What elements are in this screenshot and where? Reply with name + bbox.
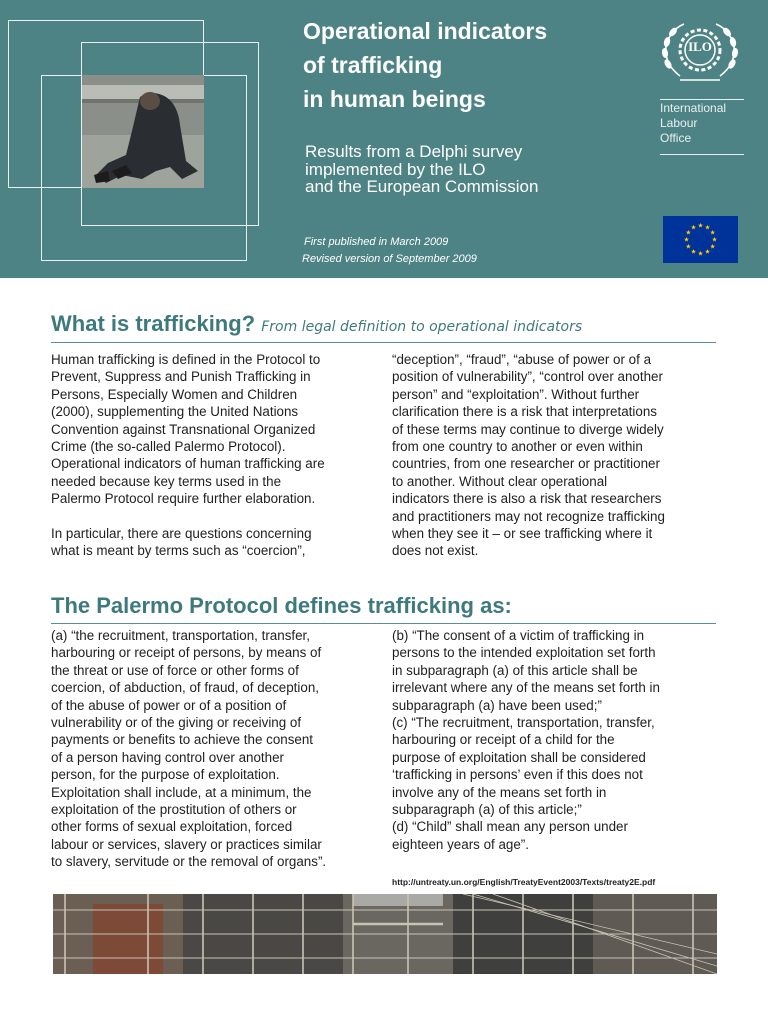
section-heading-palermo-protocol: The Palermo Protocol defines trafficking as: xyxy=(51,593,512,618)
text-line: (b) “The consent of a victim of trafficking in xyxy=(392,628,645,643)
subtitle-line: and the European Commission xyxy=(305,177,539,196)
text-line: persons to the intended exploitation set forth xyxy=(392,645,656,661)
text-line: Human trafficking is defined in the Protocol to xyxy=(51,352,321,367)
cover-photo-person-sitting xyxy=(82,75,204,188)
eu-star-icon xyxy=(705,225,710,230)
title-line: of trafficking xyxy=(303,52,443,78)
text-line: “deception”, “fraud”, “abuse of power or of a xyxy=(392,352,652,367)
organization-name xyxy=(660,101,726,146)
eu-star-icon xyxy=(686,230,691,235)
divider xyxy=(51,342,716,343)
text-line: exploitation of the prostitution of others or xyxy=(51,802,297,818)
text-line: involve any of the means set forth in xyxy=(392,784,607,800)
eu-star-icon xyxy=(698,223,703,228)
text-line: ‘trafficking in persons’ even if this does not xyxy=(392,767,643,783)
text-line: in subparagraph (a) of this article shall be xyxy=(392,662,638,678)
eu-star-icon xyxy=(710,230,715,235)
text-line: of a person having control over another xyxy=(51,749,284,765)
ilo-logo-text: ILO xyxy=(688,39,712,54)
eu-star-icon xyxy=(712,237,717,242)
section1-column-left xyxy=(51,351,325,560)
text-line: what is meant by terms such as “coercion”, xyxy=(51,543,306,559)
text-line: needed because key terms used in the xyxy=(51,473,282,489)
text-line: purpose of exploitation shall be considered xyxy=(392,749,646,765)
subtitle-line: implemented by the ILO xyxy=(305,159,486,179)
subtitle-line: Results from a Delphi survey xyxy=(305,142,523,161)
text-line: Operational indicators of human trafficking are xyxy=(51,456,325,472)
text-line: vulnerability or of the giving or receiving of xyxy=(51,715,302,731)
heading-subtitle: From legal definition to operational indicators xyxy=(261,319,583,335)
text-line: Palermo Protocol require further elaboration. xyxy=(51,491,316,507)
section2-column-right xyxy=(392,627,660,853)
text-line: to slavery, servitude or the removal of organs”. xyxy=(51,854,327,870)
title-line: in human beings xyxy=(303,86,486,112)
text-line: Exploitation shall include, at a minimum, the xyxy=(51,784,312,800)
text-line: person” and “exploitation”. Without further xyxy=(392,386,640,402)
eu-flag-icon xyxy=(663,216,738,263)
text-line: In particular, there are questions concerning xyxy=(51,526,312,542)
divider xyxy=(660,99,744,100)
text-line: harbouring or receipt of persons, by means of xyxy=(51,645,322,661)
section2-column-left xyxy=(51,627,326,871)
text-line: (c) “The recruitment, transportation, transfer, xyxy=(392,715,655,731)
eu-star-icon xyxy=(686,244,691,249)
header-band xyxy=(0,0,768,278)
text-line: other forms of sexual exploitation, forced xyxy=(51,819,293,835)
text-line: of the abuse of power or of a position of xyxy=(51,697,287,713)
text-line: eighteen years of age”. xyxy=(392,836,529,852)
eu-star-icon xyxy=(691,249,696,254)
eu-star-icon xyxy=(698,251,703,256)
eu-star-icon xyxy=(691,225,696,230)
text-line: when they see it – or see trafficking where it xyxy=(392,526,653,542)
text-line: from one country to another or even within xyxy=(392,439,643,455)
text-line: Prevent, Suppress and Punish Trafficking in xyxy=(51,369,311,385)
eu-star-icon xyxy=(710,244,715,249)
title-line: Operational indicators xyxy=(303,18,548,44)
text-line: and practitioners may not recognize trafficking xyxy=(392,508,665,524)
text-line: does not exist. xyxy=(392,543,479,559)
eu-star-icon xyxy=(705,249,710,254)
divider xyxy=(660,154,744,155)
text-line: (d) “Child” shall mean any person under xyxy=(392,819,628,835)
org-name-line: Office xyxy=(660,131,692,145)
text-line: Persons, Especially Women and Children xyxy=(51,386,298,402)
text-line: position of vulnerability”, “control over another xyxy=(392,369,663,385)
first-published-date: First published in March 2009 xyxy=(304,236,449,248)
text-line: harbouring or receipt of a child for the xyxy=(392,732,615,748)
text-line: (2000), supplementing the United Nations xyxy=(51,404,299,420)
text-line: countries, from one researcher or practitioner xyxy=(392,456,660,472)
text-line: indicators there is also a risk that researchers xyxy=(392,491,662,507)
eu-star-icon xyxy=(684,237,689,242)
text-line: coercion, of abduction, of fraud, of deception, xyxy=(51,680,319,696)
scaffolding-photo xyxy=(53,894,717,974)
text-line: the threat or use of force or other forms of xyxy=(51,662,299,678)
document-title xyxy=(303,14,633,116)
text-line: irrelevant where any of the means set forth in xyxy=(392,680,660,696)
org-name-line: International xyxy=(660,101,727,115)
text-line: clarification there is a risk that interpretations xyxy=(392,404,657,420)
text-line: subparagraph (a) of this article;” xyxy=(392,802,582,818)
divider xyxy=(51,623,716,624)
section-heading-what-is-trafficking xyxy=(51,311,582,337)
text-line: of these terms may continue to diverge widely xyxy=(392,421,664,437)
text-line: payments or benefits to achieve the consent xyxy=(51,732,314,748)
source-url: http://untreaty.un.org/English/TreatyEvent2003/Texts/treaty2E.pdf xyxy=(392,877,656,887)
ilo-logo-icon xyxy=(658,20,742,90)
text-line: subparagraph (a) have been used;” xyxy=(392,697,602,713)
text-line: Crime (the so-called Palermo Protocol). xyxy=(51,439,286,455)
revised-date: Revised version of September 2009 xyxy=(302,253,477,265)
section1-column-right xyxy=(392,351,665,560)
org-name-line: Labour xyxy=(660,116,698,130)
document-subtitle xyxy=(305,143,635,196)
text-line: labour or services, slavery or practices similar xyxy=(51,836,322,852)
text-line: to another. Without clear operational xyxy=(392,473,608,489)
text-line: (a) “the recruitment, transportation, transfer, xyxy=(51,628,310,643)
heading-title: What is trafficking? xyxy=(51,311,256,336)
text-line: Convention against Transnational Organized xyxy=(51,421,316,437)
text-line: person, for the purpose of exploitation. xyxy=(51,767,280,783)
